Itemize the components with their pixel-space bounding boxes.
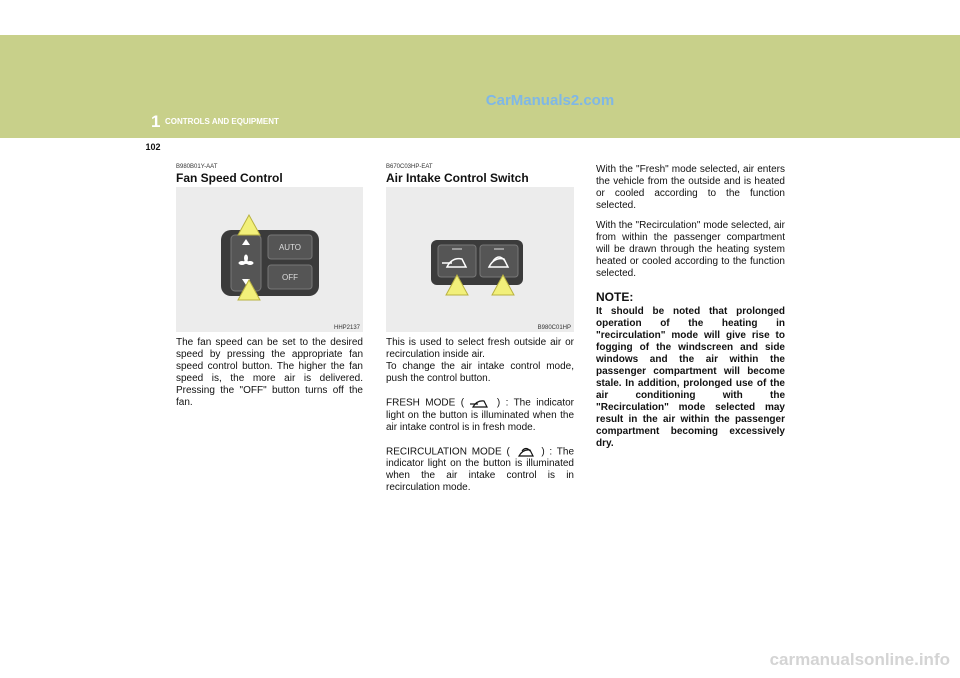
intake-figure: [386, 187, 574, 332]
fan-speed-section: [176, 164, 363, 188]
note-body: It should be noted that prolonged operation of the heating in "recirculation" mode will give rise to fogging of the windscreen and side windows and the air within the passenger compartment will become stale. In addition, prolonged use of the air conditioning with the "Recirculation" mode selected may result in the air within the passenger compartment becoming excessively dry.: [596, 306, 785, 449]
intake-control-illustration: [386, 187, 574, 332]
section-title: Air Intake Control Switch: [386, 171, 529, 185]
fan-body-text: The fan speed can be set to the desired speed by pressing the appropriate fan speed control button. The higher the fan speed is, the more air is delivered. Pressing the "OFF" button turns off the fan.: [176, 337, 363, 408]
watermark-text[interactable]: CarManuals2.com: [485, 92, 615, 109]
fan-body: [176, 337, 363, 409]
up-arrow-indicator: [238, 215, 260, 235]
fresh-mode-prefix: FRESH MODE (: [386, 397, 465, 409]
section-code: B670C03HP-EAT: [386, 164, 433, 170]
recirc-description: With the "Recirculation" mode selected, air from within the passenger compartment will be drawn through the heating system heated or cooled according to the function selected.: [596, 220, 785, 279]
recirc-indicator-light: [494, 248, 504, 250]
recirc-mode-inline-icon: [515, 446, 537, 458]
air-intake-section: [386, 164, 574, 188]
recirc-mode-paragraph: [386, 446, 574, 495]
chapter-title: CONTROLS AND EQUIPMENT: [165, 117, 279, 126]
intake-body: [386, 337, 574, 494]
intake-intro: This is used to select fresh outside air or recirculation inside air.: [386, 337, 574, 360]
recirc-mode-prefix: RECIRCULATION MODE (: [386, 446, 510, 458]
fan-control-illustration: [176, 187, 363, 332]
off-button-label: OFF: [282, 273, 298, 282]
section-title: Fan Speed Control: [176, 171, 283, 185]
fresh-mode-suffix: ) : The indicator light on the button is illuminated when the air intake control is in fresh mode.: [386, 397, 575, 433]
auto-button-label: AUTO: [278, 243, 302, 252]
fresh-indicator-light: [452, 248, 462, 250]
fresh-mode-inline-icon: [469, 397, 491, 409]
footer-watermark[interactable]: carmanualsonline.info: [769, 650, 950, 669]
figure-id: HHP2137: [333, 325, 360, 331]
intake-intro-2: To change the air intake control mode, push the control button.: [386, 361, 574, 384]
header-band: [0, 35, 960, 138]
fan-figure: [176, 187, 363, 332]
figure-id: B980C01HP: [537, 325, 571, 331]
note-title: NOTE:: [596, 290, 634, 304]
recirc-mode-suffix: ) : The indicator light on the button is illuminated when the air intake control is in recirculation mode.: [386, 446, 575, 494]
page-number: 102: [139, 139, 167, 155]
section-code: B980B01Y-AAT: [176, 164, 218, 170]
fresh-mode-paragraph: [386, 397, 574, 434]
chapter-number: 1: [151, 112, 161, 131]
right-column: [596, 164, 785, 450]
fresh-description: With the "Fresh" mode selected, air enters the vehicle from the outside and is heated or cooled according to the function selected.: [596, 164, 785, 211]
